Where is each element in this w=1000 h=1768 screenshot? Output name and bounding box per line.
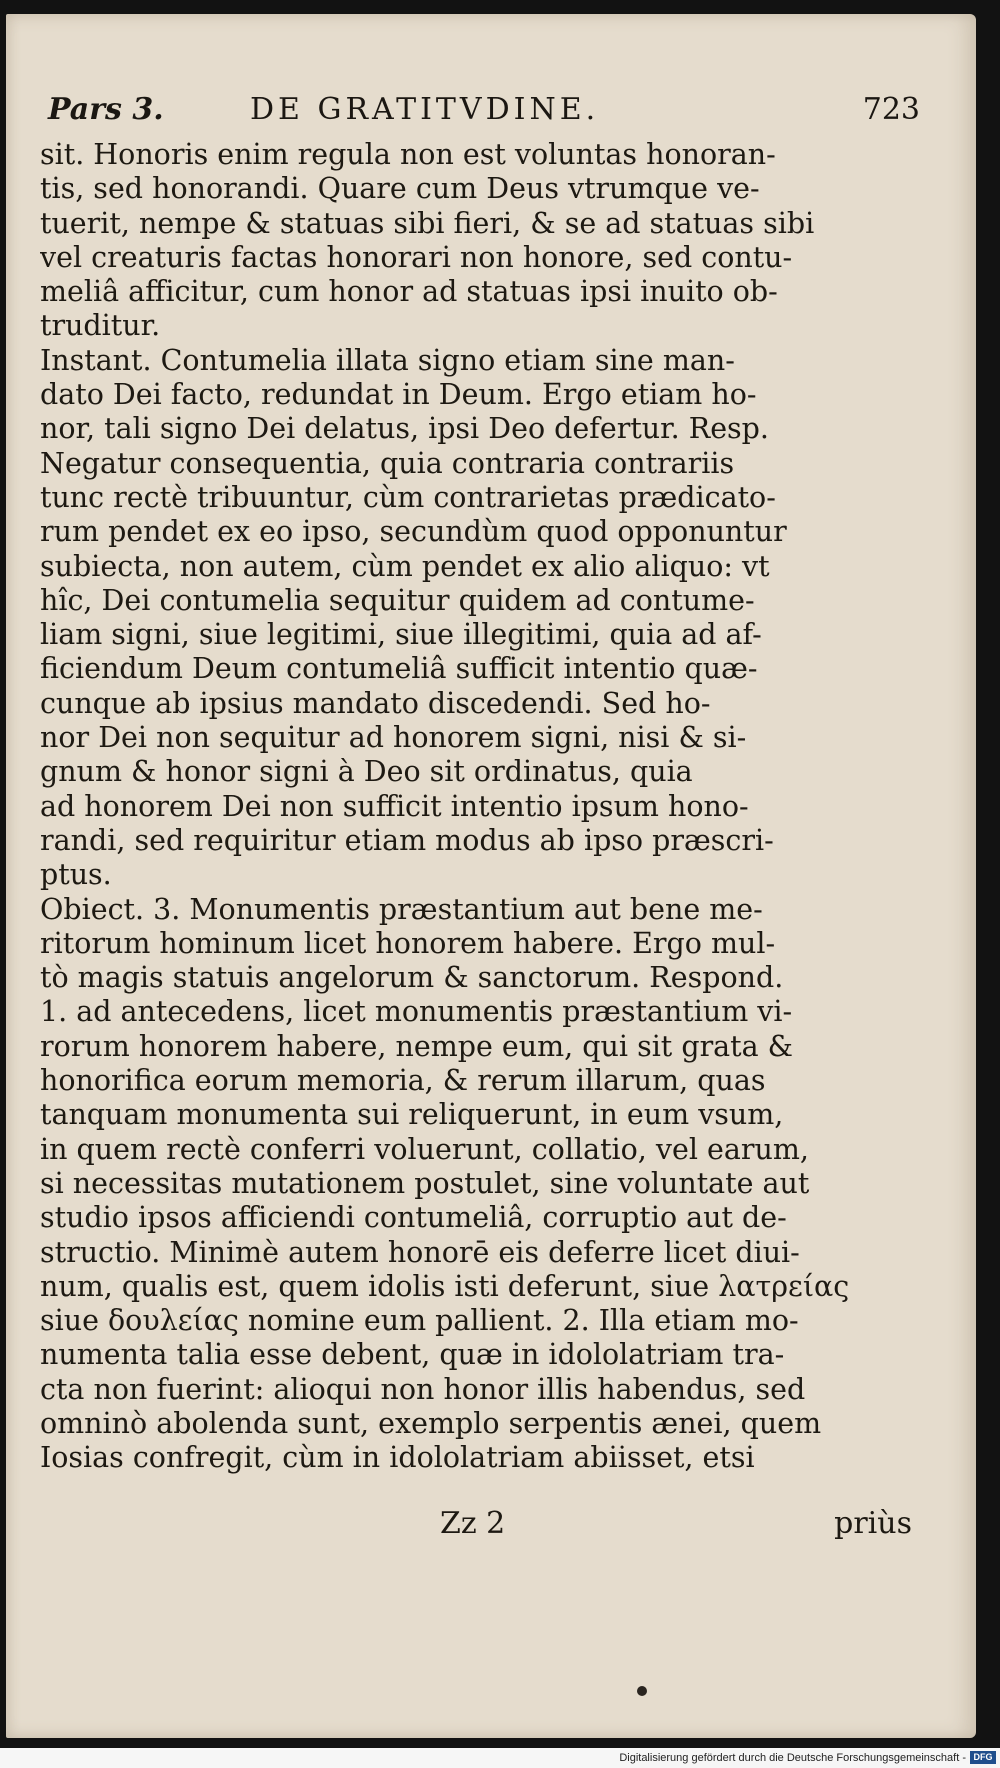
text-line: structio. Minimè autem honorē eis deferre licet diui-	[40, 1235, 800, 1269]
catchword: priùs	[834, 1506, 912, 1541]
text-line: subiecta, non autem, cùm pendet ex alio aliquo: vt	[40, 549, 770, 583]
text-line: omninò abolenda sunt, exemplo serpentis ænei, quem	[40, 1406, 822, 1440]
text-line: siue δουλείας nomine eum pallient. 2. Illa etiam mo-	[40, 1304, 799, 1338]
text-line: gnum & honor signi à Deo sit ordinatus, quia	[40, 755, 693, 789]
text-line: liam signi, siue legitimi, siue illegitimi, quia ad af-	[40, 618, 762, 652]
text-line: Instant. Contumelia illata signo etiam sine man-	[40, 343, 735, 377]
text-line: randi, sed requiritur etiam modus ab ipso præscri-	[40, 823, 774, 857]
text-line: Iosias confregit, cùm in idololatriam abiisset, etsi	[40, 1441, 755, 1475]
text-line: tò magis statuis angelorum & sanctorum. Respond.	[40, 961, 784, 995]
digitization-footer	[0, 1748, 1000, 1768]
text-line: si necessitas mutationem postulet, sine voluntate aut	[40, 1166, 810, 1200]
text-line: nor, tali signo Dei delatus, ipsi Deo defertur. Resp.	[40, 412, 769, 446]
text-line: ad honorem Dei non sufficit intentio ipsum hono-	[40, 789, 749, 823]
text-line: truditur.	[40, 309, 161, 343]
text-line: tis, sed honorandi. Quare cum Deus vtrumque ve-	[40, 172, 760, 206]
text-line: dato Dei facto, redundat in Deum. Ergo etiam ho-	[40, 378, 757, 412]
text-line: hîc, Dei contumelia sequitur quidem ad contume-	[40, 583, 755, 617]
text-line: cunque ab ipsius mandato discedendi. Sed ho-	[40, 686, 711, 720]
text-line: tunc rectè tribuuntur, cùm contrarietas prædicato-	[40, 480, 776, 514]
text-line: nor Dei non sequitur ad honorem signi, nisi & si-	[40, 721, 747, 755]
header-title: DE GRATITVDINE.	[250, 92, 600, 127]
text-line: ficiendum Deum contumeliâ sufficit intentio quæ-	[40, 652, 758, 686]
text-line: tuerit, nempe & statuas sibi fieri, & se ad statuas sibi	[40, 206, 815, 240]
text-line: rorum honorem habere, nempe eum, qui sit grata &	[40, 1029, 794, 1063]
text-line: tanquam monumenta sui reliquerunt, in eum vsum,	[40, 1098, 784, 1132]
page-number: 723	[862, 92, 920, 127]
dfg-logo: DFG	[970, 1751, 996, 1764]
text-line: Obiect. 3. Monumentis præstantium aut bene me-	[40, 892, 763, 926]
text-line: Negatur consequentia, quia contraria contrariis	[40, 446, 735, 480]
text-line: num, qualis est, quem idolis isti deferunt, siue λατρείας	[40, 1269, 850, 1303]
ink-spot	[637, 1686, 647, 1696]
running-header	[40, 92, 920, 132]
footer-credit: Digitalisierung gefördert durch die Deutsche Forschungsgemeinschaft -	[619, 1752, 966, 1764]
text-line: 1. ad antecedens, licet monumentis præstantium vi-	[40, 995, 793, 1029]
text-line: sit. Honoris enim regula non est voluntas honoran-	[40, 138, 776, 171]
text-line: rum pendet ex eo ipso, secundùm quod opponuntur	[40, 515, 787, 549]
text-line: meliâ afficitur, cum honor ad statuas ipsi inuito ob-	[40, 275, 778, 309]
signature-mark: Zz 2	[440, 1506, 506, 1541]
text-line: ptus.	[40, 858, 112, 892]
text-line: vel creaturis factas honorari non honore, sed contu-	[40, 240, 793, 274]
header-part: Pars 3.	[48, 92, 164, 127]
body-text	[40, 138, 916, 1476]
text-line: ritorum hominum licet honorem habere. Ergo mul-	[40, 926, 776, 960]
text-line: in quem rectè conferri voluerunt, collatio, vel earum,	[40, 1132, 809, 1166]
text-line: cta non fuerint: alioqui non honor illis habendus, sed	[40, 1372, 806, 1406]
signature-line	[40, 1506, 920, 1546]
text-line: honorifica eorum memoria, & rerum illarum, quas	[40, 1064, 766, 1098]
text-line: numenta talia esse debent, quæ in idololatriam tra-	[40, 1338, 785, 1372]
text-line: studio ipsos afficiendi contumeliâ, corruptio aut de-	[40, 1201, 787, 1235]
